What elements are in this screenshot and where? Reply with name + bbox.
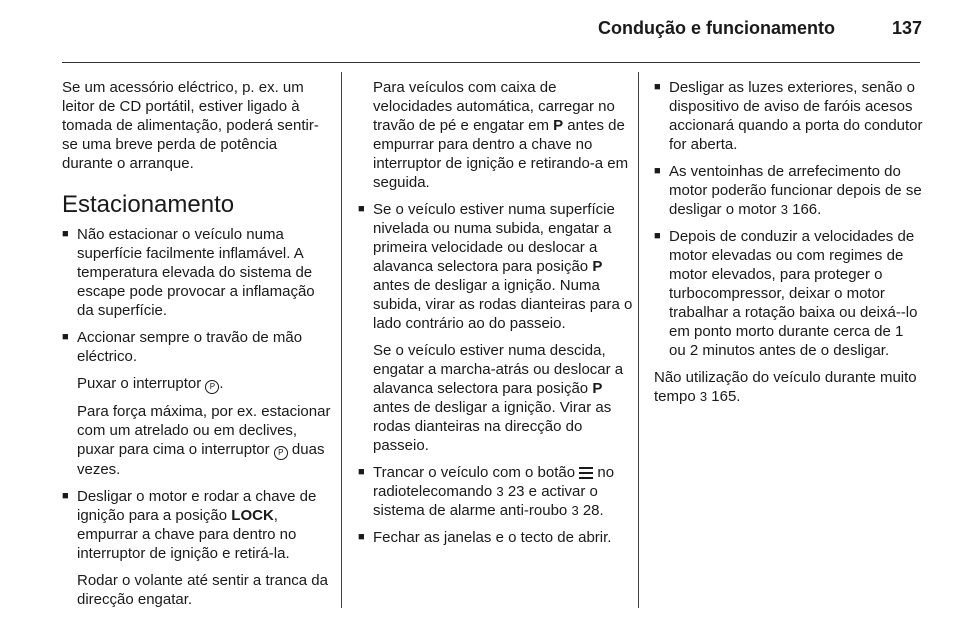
column-divider [341, 72, 342, 608]
bullet-icon: ■ [358, 203, 365, 215]
parking-brake-icon: P [205, 380, 219, 394]
bullet-icon: ■ [62, 228, 69, 240]
header-rule [62, 62, 920, 63]
column-divider [638, 72, 639, 608]
list-item-text: Não estacionar o veículo numa superfície facilmente inflamável. A temperatura elevada do sistema de escape pode provocar a inflamação da superfície. [77, 226, 315, 319]
list-item-text: Para força máxima, por ex. estacionar com um atrelado ou em declives, puxar para cima o interruptor P duas vezes. [77, 403, 331, 478]
list-item-text: Desligar o motor e rodar a chave de ignição para a posição LOCK, empurrar a chave para dentro no interruptor de ignição e retirá-la. [77, 488, 317, 562]
list-item-text: Desligar as luzes exteriores, senão o dispositivo de aviso de faróis acesos accionará quando a porta do condutor for aberta. [669, 79, 923, 153]
page-number: 137 [891, 18, 922, 38]
list-item [654, 227, 924, 360]
running-title: Condução e funcionamento [597, 18, 835, 38]
lock-button-icon [579, 467, 593, 479]
bullet-list [62, 225, 332, 609]
list-item-text: Trancar o veículo com o botão no radiotelecomando 3 23 e activar o sistema de alarme anti-roubo 3 28. [373, 464, 615, 519]
list-item [654, 78, 924, 154]
bullet-icon: ■ [62, 331, 69, 343]
list-item-text: Para veículos com caixa de velocidades automática, carregar no travão de pé e engatar em P antes de empurrar para dentro a chave no interruptor de ignição e retirando-a em seguida. [373, 79, 629, 191]
column-1 [62, 78, 332, 617]
page-ref-icon: 3 [571, 503, 579, 518]
list-item [358, 528, 636, 547]
list-item-text: Puxar o interruptor P . [77, 375, 224, 392]
list-item [358, 78, 636, 192]
bullet-icon: ■ [358, 466, 365, 478]
list-item-text: Se o veículo estiver numa descida, engatar a marcha-atrás ou deslocar a alavanca selectora para posição P antes de desligar a ignição. Virar as rodas dianteiras na direcção do passeio. [373, 342, 624, 454]
parking-brake-icon: P [274, 446, 288, 460]
list-item [358, 463, 636, 520]
bullet-icon: ■ [654, 230, 661, 242]
page-ref-icon: 3 [780, 202, 788, 217]
bullet-icon: ■ [654, 165, 661, 177]
bullet-icon: ■ [654, 81, 661, 93]
list-item [62, 487, 332, 609]
page-header [0, 0, 960, 56]
page-ref-icon: 3 [699, 389, 708, 404]
list-item-text: Rodar o volante até sentir a tranca da direcção engatar. [77, 572, 328, 608]
list-item-text: Fechar as janelas e o tecto de abrir. [373, 529, 612, 546]
list-item-text: Depois de conduzir a velocidades de motor elevadas ou com regimes de motor elevados, para proteger o turbocompressor, deixar o motor trabalhar a rotação baixa ou deixá--lo em ponto morto durante cerca de 1 ou 2 minutos antes de o desligar. [669, 228, 918, 359]
bullet-list [654, 78, 924, 360]
section-heading: Estacionamento [62, 191, 235, 218]
list-item [358, 200, 636, 455]
list-item-text: As ventoinhas de arrefecimento do motor poderão funcionar depois de se desligar o motor 3 166. [669, 163, 922, 218]
closing-paragraph: Não utilização do veículo durante muito tempo 3 165. [654, 369, 917, 405]
list-item-text: Accionar sempre o travão de mão eléctrico. [77, 329, 303, 365]
bullet-list [358, 78, 636, 547]
list-item-text: Se o veículo estiver numa superfície nivelada ou numa subida, engatar a primeira velocidade ou deslocar a alavanca selectora para posição P antes de desligar a ignição. Numa subida, virar as rodas dianteiras para o lado contrário ao do passeio. [373, 201, 633, 332]
list-item [62, 328, 332, 479]
list-item [62, 225, 332, 320]
page-ref-icon: 3 [496, 484, 504, 499]
bullet-icon: ■ [358, 531, 365, 543]
list-item [654, 162, 924, 219]
intro-paragraph: Se um acessório eléctrico, p. ex. um leitor de CD portátil, estiver ligado à tomada de alimentação, poderá sentir-se uma breve perda de potência durante o arranque. [62, 79, 319, 172]
column-3 [654, 78, 924, 414]
bullet-icon: ■ [62, 490, 69, 502]
column-2 [358, 78, 636, 555]
